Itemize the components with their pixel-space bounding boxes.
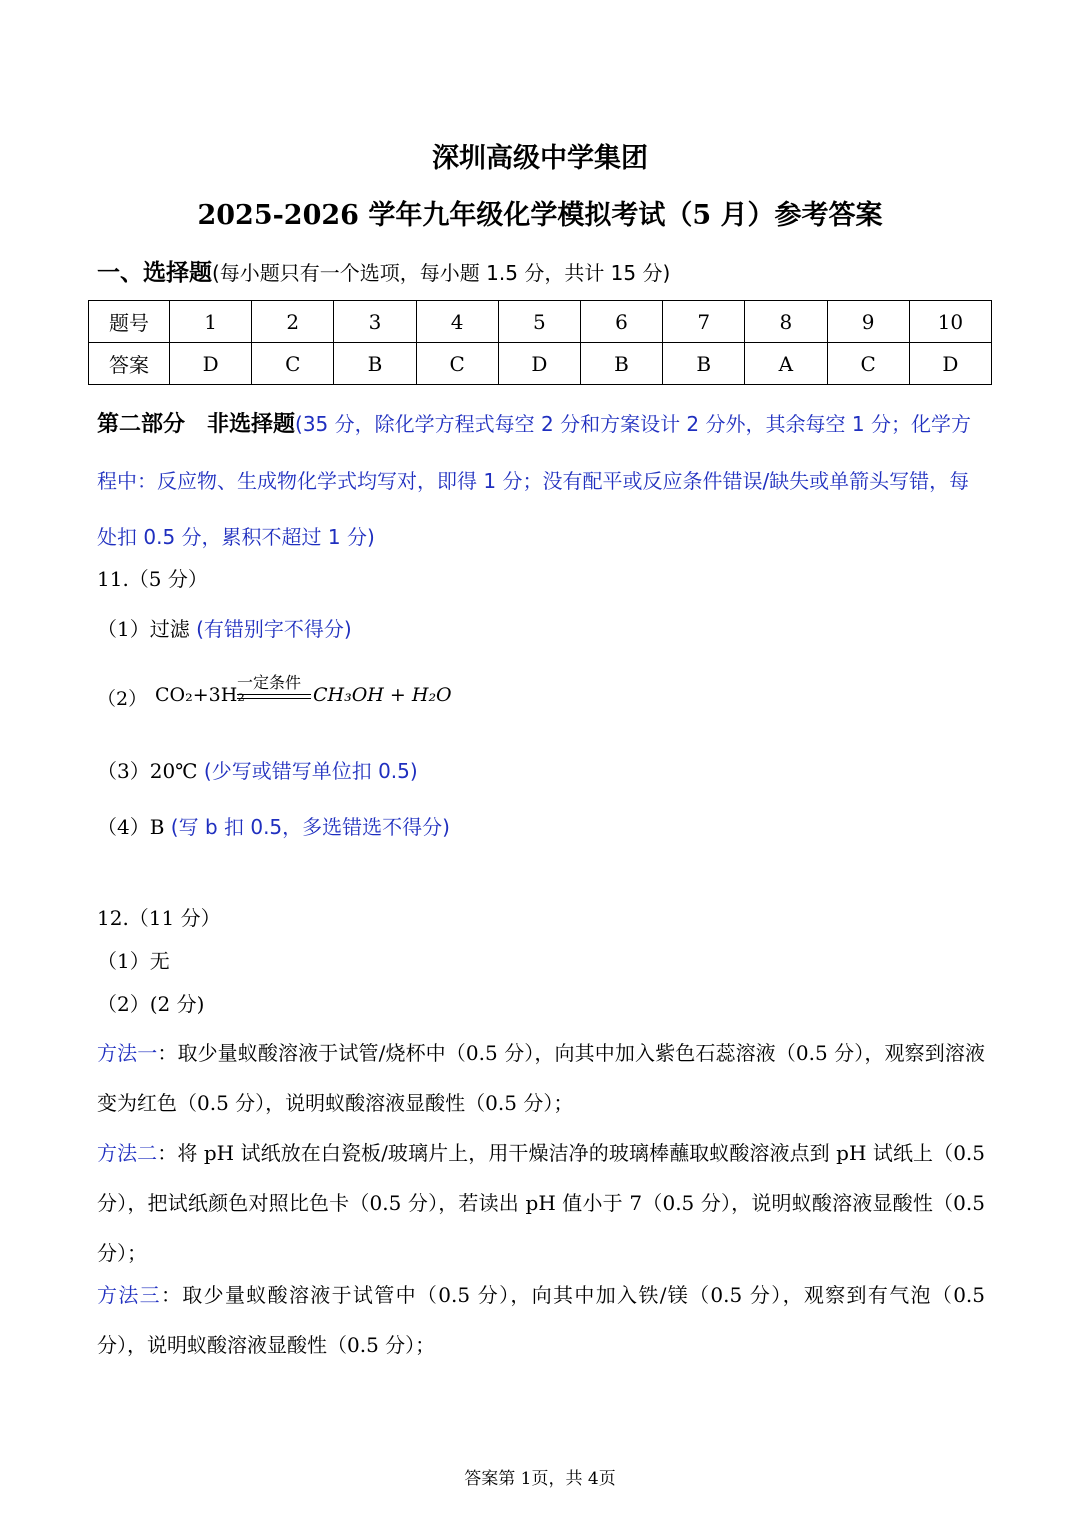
method3-label: 方法三 [97, 1283, 161, 1307]
q11-a4-note: (写 b 扣 0.5，多选错选不得分) [170, 815, 450, 839]
q11-a3-text: （3）20℃ [97, 759, 198, 783]
answer-cell: B [663, 343, 745, 385]
answer-cell: D [170, 343, 252, 385]
method1-text: ：取少量蚁酸溶液于试管/烧杯中（0.5 分），向其中加入紫色石蕊溶液（0.5 分），观察到溶液变为红色（0.5 分），说明蚁酸溶液显酸性（0.5 分）； [97, 1041, 985, 1115]
answer-cell: D [909, 343, 991, 385]
question-number: 2 [252, 301, 334, 343]
section1-note: (每小题只有一个选项，每小题 1.5 分，共计 15 分) [212, 261, 671, 285]
page-subtitle: 2025-2026 学年九年级化学模拟考试（5 月）参考答案 [197, 200, 883, 231]
answer-cell: B [334, 343, 416, 385]
method1-label: 方法一 [97, 1041, 158, 1065]
section2-block [97, 396, 989, 565]
question-number: 10 [909, 301, 991, 343]
q11-a1-text: （1）过滤 [97, 617, 190, 641]
question-number: 4 [416, 301, 498, 343]
section2-scoring-note: (35 分，除化学方程式每空 2 分和方案设计 2 分外，其余每空 1 分；化学方程中：反应物、生成物化学式均写对，即得 1 分；没有配平或反应条件错误/缺失或单箭头写错，每处扣 0.5 分，累积不超过 1 分) [97, 412, 971, 549]
answer-cell: A [745, 343, 827, 385]
q11-a4-text: （4）B [97, 815, 165, 839]
equation-condition: 一定条件 [237, 673, 302, 692]
q11-a3-note: (少写或错写单位扣 0.5) [203, 759, 418, 783]
answer-cell: B [580, 343, 662, 385]
question-number: 7 [663, 301, 745, 343]
question-number: 5 [498, 301, 580, 343]
equation-products: CH₃OH + H₂O [313, 684, 452, 706]
q11-answer-4 [97, 812, 450, 842]
q11-a2-prefix: （2） [97, 688, 148, 710]
section2-heading: 第二部分 非选择题 [97, 412, 296, 437]
question-number: 8 [745, 301, 827, 343]
q12-answer-1: （1）无 [97, 949, 170, 973]
method2-label: 方法二 [97, 1141, 158, 1165]
q11-a1-note: (有错别字不得分) [196, 617, 352, 641]
answer-table [88, 300, 992, 385]
answer-cell: D [498, 343, 580, 385]
page-footer: 答案第 1页，共 4页 [464, 1469, 616, 1489]
section1-heading: 一、选择题 [97, 260, 212, 286]
q12-method-1 [97, 1028, 985, 1128]
q12-label: 12.（11 分） [97, 906, 221, 930]
question-number: 1 [170, 301, 252, 343]
table-row-answers [89, 343, 992, 385]
q12-answer-2: （2）(2 分) [97, 992, 205, 1016]
question-number: 3 [334, 301, 416, 343]
q12-method-3 [97, 1270, 985, 1370]
method2-text: ：将 pH 试纸放在白瓷板/玻璃片上，用干燥洁净的玻璃棒蘸取蚁酸溶液点到 pH 试纸上（0.5 分），把试纸颜色对照比色卡（0.5 分），若读出 pH 值小于 7（0.5 分），说明蚁酸溶液显酸性（0.5 分）； [97, 1141, 985, 1265]
page-title: 深圳高级中学集团 [432, 143, 648, 174]
q11-answer-1 [97, 614, 352, 644]
q11-label: 11.（5 分） [97, 567, 208, 591]
table-row-numbers [89, 301, 992, 343]
answer-cell: C [252, 343, 334, 385]
equation-double-bar [237, 694, 311, 699]
question-number: 9 [827, 301, 909, 343]
row-label-answer: 答案 [89, 343, 170, 385]
row-label-question: 题号 [89, 301, 170, 343]
section1-heading-line [97, 258, 670, 288]
q11-answer-3 [97, 756, 418, 786]
answer-cell: C [827, 343, 909, 385]
method3-text: ：取少量蚁酸溶液于试管中（0.5 分），向其中加入铁/镁（0.5 分），观察到有气泡（0.5 分），说明蚁酸溶液显酸性（0.5 分）； [97, 1283, 985, 1357]
answer-cell: C [416, 343, 498, 385]
q12-method-2 [97, 1128, 985, 1278]
question-number: 6 [580, 301, 662, 343]
equation-reactants: CO₂+3H₂ [155, 684, 245, 706]
